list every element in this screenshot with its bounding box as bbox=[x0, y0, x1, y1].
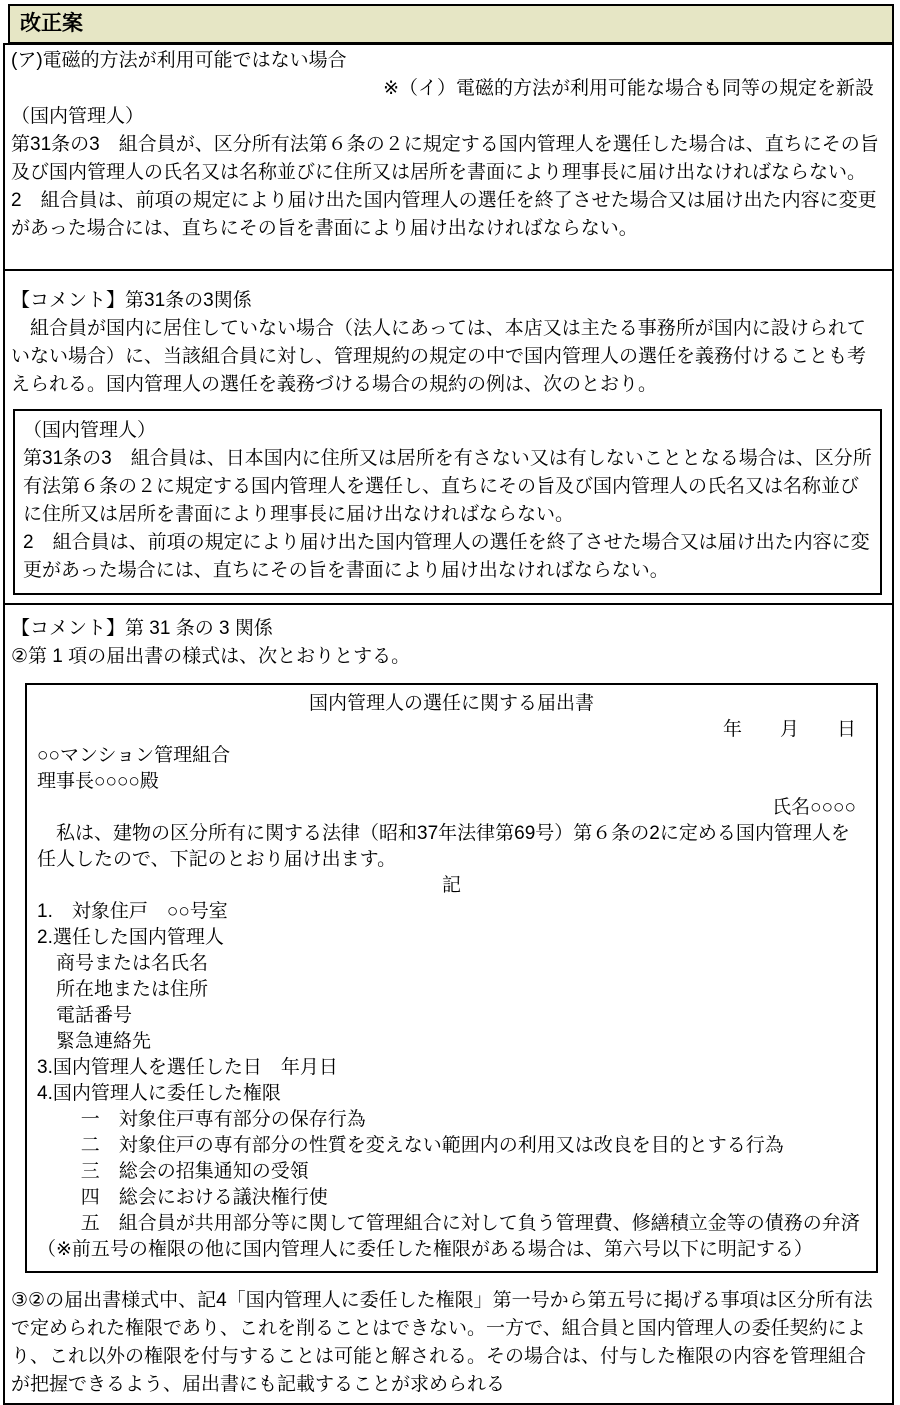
form-power-4: 四 総会における議決権行使 bbox=[80, 1187, 328, 1208]
form-title: 国内管理人の選任に関する届出書 bbox=[308, 693, 594, 714]
article-paragraph-1: 第31条の3 組合員が、区分所有法第６条の２に規定する国内管理人を選任した場合は、直ちにその旨及び国内管理人の氏名又は名称並びに住所又は居所を書面により理事長に届け出なければならない。 bbox=[11, 134, 879, 183]
form-item-appointment-date: 3.国内管理人を選任した日 年月日 bbox=[37, 1057, 338, 1078]
notification-form-box bbox=[25, 683, 878, 1273]
rule-example-box bbox=[13, 409, 882, 595]
section-comment-2 bbox=[3, 603, 894, 1405]
form-sender-name: 氏名○○○○ bbox=[772, 797, 856, 818]
case-label: (ア)電磁的方法が利用可能ではない場合 bbox=[11, 50, 347, 71]
closing-paragraph: ③②の届出書様式中、記4「国内管理人に委任した権限」第一号から第五号に掲げる事項は区分所有法で定められた権限であり、これを削ることはできない。一方で、組合員と国内管理人の委任契約により、これ以外の権限を付与することは可能と解される。その場合は、付与した権限の内容を管理組合が把握できるよう、届出書にも記載することが求められる bbox=[11, 1290, 873, 1395]
comment-2-heading: 【コメント】第 31 条の 3 関係 bbox=[11, 618, 273, 639]
form-power-3: 三 総会の招集通知の受領 bbox=[80, 1161, 309, 1182]
form-power-1: 一 対象住戸専有部分の保存行為 bbox=[80, 1109, 366, 1130]
article-paragraph-2: 2 組合員は、前項の規定により届け出た国内管理人の選任を終了させた場合又は届け出た内容に変更があった場合には、直ちにその旨を書面により届け出なければならない。 bbox=[11, 190, 877, 239]
form-body-text: 私は、建物の区分所有に関する法律（昭和37年法律第69号）第６条の2に定める国内管理人を任人したので、下記のとおり届け出ます。 bbox=[37, 823, 850, 870]
rule-example-paragraph-1: 第31条の3 組合員は、日本国内に住所又は居所を有さない又は有しないこととなる場合は、区分所有法第６条の２に規定する国内管理人を選任し、直ちにその旨及び国内管理人の氏名又は名称並びに住所又は居所を書面により理事長に届け出なければならない。 bbox=[23, 448, 872, 525]
form-power-5: 五 組合員が共用部分等に関して管理組合に対して負う管理費、修繕積立金等の債務の弁済 bbox=[80, 1213, 860, 1234]
form-item-delegated-powers: 4.国内管理人に委任した権限 bbox=[37, 1083, 281, 1104]
form-power-2: 二 対象住戸の専有部分の性質を変えない範囲内の利用又は改良を目的とする行為 bbox=[80, 1135, 784, 1156]
form-item-trade-name: 商号または名氏名 bbox=[37, 953, 209, 974]
rule-example-paragraph-2: 2 組合員は、前項の規定により届け出た国内管理人の選任を終了させた場合又は届け出た内容に変更があった場合には、直ちにその旨を書面により届け出なければならない。 bbox=[23, 532, 870, 581]
note-electromagnetic: ※（イ）電磁的方法が利用可能な場合も同等の規定を新設 bbox=[383, 78, 874, 99]
form-addressee-chairman: 理事長○○○○殿 bbox=[37, 771, 159, 792]
form-item-emergency-contact: 緊急連絡先 bbox=[37, 1031, 152, 1052]
comment-1-body: 組合員が国内に居住していない場合（法人にあっては、本店又は主たる事務所が国内に設けられていない場合）に、当該組合員に対し、管理規約の規定の中で国内管理人の選任を義務付けることも考えられる。国内管理人の選任を義務づける場合の規約の例は、次のとおり。 bbox=[11, 318, 867, 395]
header-bar bbox=[8, 4, 894, 45]
comment-1-heading: 【コメント】第31条の3関係 bbox=[11, 290, 252, 311]
form-date-line: 年 月 日 bbox=[722, 719, 856, 740]
section-comment-1 bbox=[3, 269, 894, 605]
section-revision bbox=[3, 43, 894, 271]
form-item-phone: 電話番号 bbox=[37, 1005, 133, 1026]
comment-2-intro: ②第 1 項の届出書の様式は、次とおりとする。 bbox=[11, 646, 411, 667]
article-caption: （国内管理人） bbox=[11, 106, 145, 127]
form-item-address: 所在地または住所 bbox=[37, 979, 209, 1000]
form-addressee-association: ○○マンション管理組合 bbox=[37, 745, 231, 766]
form-note: （※前五号の権限の他に国内管理人に委任した権限がある場合は、第六号以下に明記する） bbox=[37, 1239, 813, 1260]
form-item-appointed-manager: 2.選任した国内管理人 bbox=[37, 927, 224, 948]
form-item-target-unit: 1. 対象住戸 ○○号室 bbox=[37, 901, 228, 922]
page-title: 改正案 bbox=[20, 12, 83, 35]
rule-example-caption: （国内管理人） bbox=[23, 420, 157, 441]
form-ki-label: 記 bbox=[441, 875, 461, 896]
